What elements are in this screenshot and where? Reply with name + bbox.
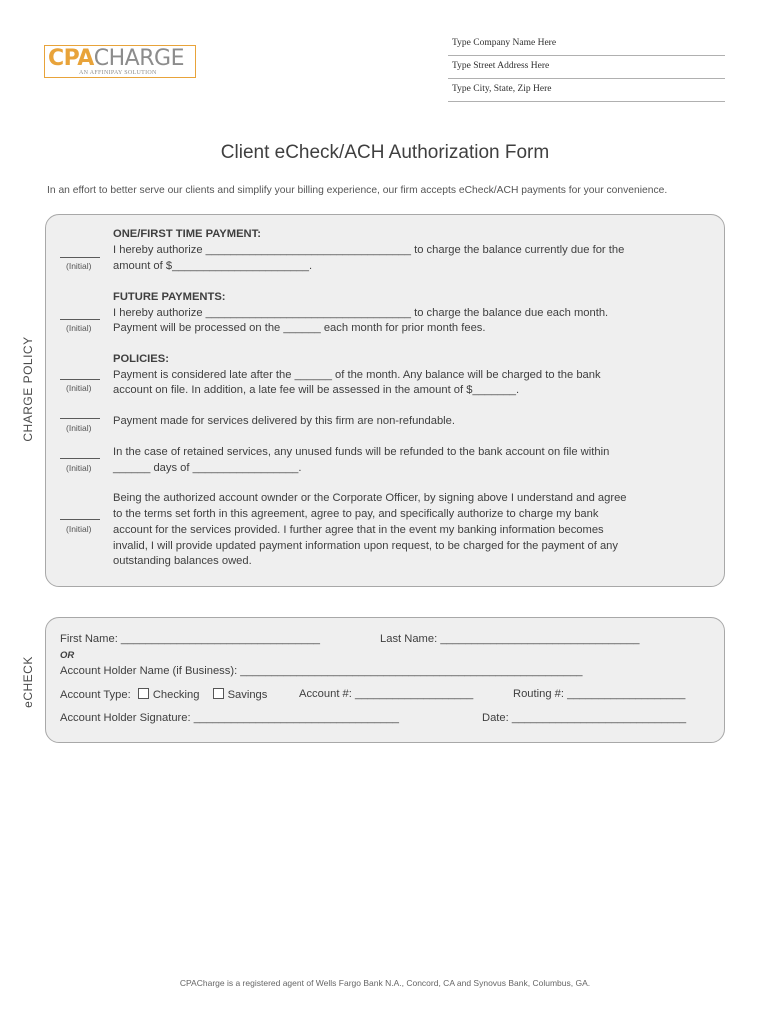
first-name-field[interactable]: First Name: ________________________________	[60, 633, 321, 645]
initial-field-policies[interactable]	[60, 379, 100, 380]
agreement-line-4: invalid, I will provide updated payment information upon request, to be charged for the payment of any	[113, 540, 618, 552]
agreement-line-5: outstanding balances owed.	[113, 555, 252, 567]
savings-checkbox[interactable]	[213, 688, 224, 699]
agreement-line-1: Being the authorized account ownder or the Corporate Officer, by signing above I understand and agree	[113, 492, 627, 504]
account-number-field[interactable]: Account #: ___________________	[299, 688, 474, 700]
account-type-row	[60, 688, 267, 701]
company-name-field[interactable]: Type Company Name Here	[448, 34, 725, 56]
future-line-1: I hereby authorize _________________________________ to charge the balance due each month.	[113, 307, 609, 319]
company-city-field[interactable]: Type City, State, Zip Here	[448, 80, 725, 102]
cpacharge-logo	[44, 45, 196, 78]
policies-line-1: Payment is considered late after the ______ of the month. Any balance will be charged to the bank	[113, 369, 601, 381]
future-line-2: Payment will be processed on the ______ each month for prior month fees.	[113, 322, 486, 334]
date-field[interactable]: Date: ____________________________	[482, 712, 687, 724]
checking-label: Checking	[152, 689, 200, 701]
account-type-label: Account Type:	[60, 689, 131, 701]
echeck-side-label: eCHECK	[21, 656, 35, 708]
account-holder-name-field[interactable]: Account Holder Name (if Business): _______________________________________________________	[60, 665, 583, 677]
initial-label: (Initial)	[66, 261, 92, 271]
one-time-line-1: I hereby authorize _________________________________ to charge the balance currently due for the	[113, 244, 625, 256]
company-street-field[interactable]: Type Street Address Here	[448, 57, 725, 79]
initial-label: (Initial)	[66, 463, 92, 473]
logo-tagline: AN AFFINIPAY SOLUTION	[79, 70, 157, 76]
form-title: Client eCheck/ACH Authorization Form	[220, 142, 550, 163]
policies-line-2: account on file. In addition, a late fee will be assessed in the amount of $_______.	[113, 384, 520, 396]
one-time-payment-heading: ONE/FIRST TIME PAYMENT:	[113, 228, 261, 240]
initial-field-retained[interactable]	[60, 458, 100, 459]
or-label: OR	[60, 650, 75, 661]
intro-text: In an effort to better serve our clients and simplify your billing experience, our firm accepts eCheck/ACH payments for your convenience.	[47, 185, 668, 196]
signature-field[interactable]: Account Holder Signature: _________________________________	[60, 712, 400, 724]
future-payments-heading: FUTURE PAYMENTS:	[113, 291, 226, 303]
logo-charge-text: CHARGE	[93, 46, 184, 71]
initial-label: (Initial)	[66, 423, 92, 433]
logo-wordmark	[48, 47, 184, 71]
footer-disclaimer: CPACharge is a registered agent of Wells Fargo Bank N.A., Concord, CA and Synovus Bank, Columbus, GA.	[179, 978, 591, 988]
checking-checkbox[interactable]	[138, 688, 149, 699]
refund-policy-text: Payment made for services delivered by this firm are non-refundable.	[113, 415, 455, 427]
routing-number-field[interactable]: Routing #: ___________________	[513, 688, 686, 700]
retained-line-1: In the case of retained services, any unused funds will be refunded to the bank account on file within	[113, 446, 610, 458]
initial-label: (Initial)	[66, 383, 92, 393]
policies-heading: POLICIES:	[113, 353, 169, 365]
one-time-line-2: amount of $______________________.	[113, 260, 313, 272]
initial-label: (Initial)	[66, 323, 92, 333]
initial-field-one-time[interactable]	[60, 257, 100, 258]
logo-cpa-text: CPA	[48, 46, 94, 71]
initial-field-refund[interactable]	[60, 418, 100, 419]
agreement-line-3: account for the services provided. I further agree that in the event my banking information becomes	[113, 524, 604, 536]
last-name-field[interactable]: Last Name: ________________________________	[380, 633, 640, 645]
initial-field-future[interactable]	[60, 319, 100, 320]
initial-field-agreement[interactable]	[60, 519, 100, 520]
charge-policy-side-label: CHARGE POLICY	[21, 336, 35, 442]
initial-label: (Initial)	[66, 524, 92, 534]
savings-label: Savings	[227, 689, 268, 701]
retained-line-2: ______ days of _________________.	[113, 462, 302, 474]
agreement-line-2: to the terms set forth in this agreement, agree to pay, and specifically authorize to charge my bank	[113, 508, 599, 520]
